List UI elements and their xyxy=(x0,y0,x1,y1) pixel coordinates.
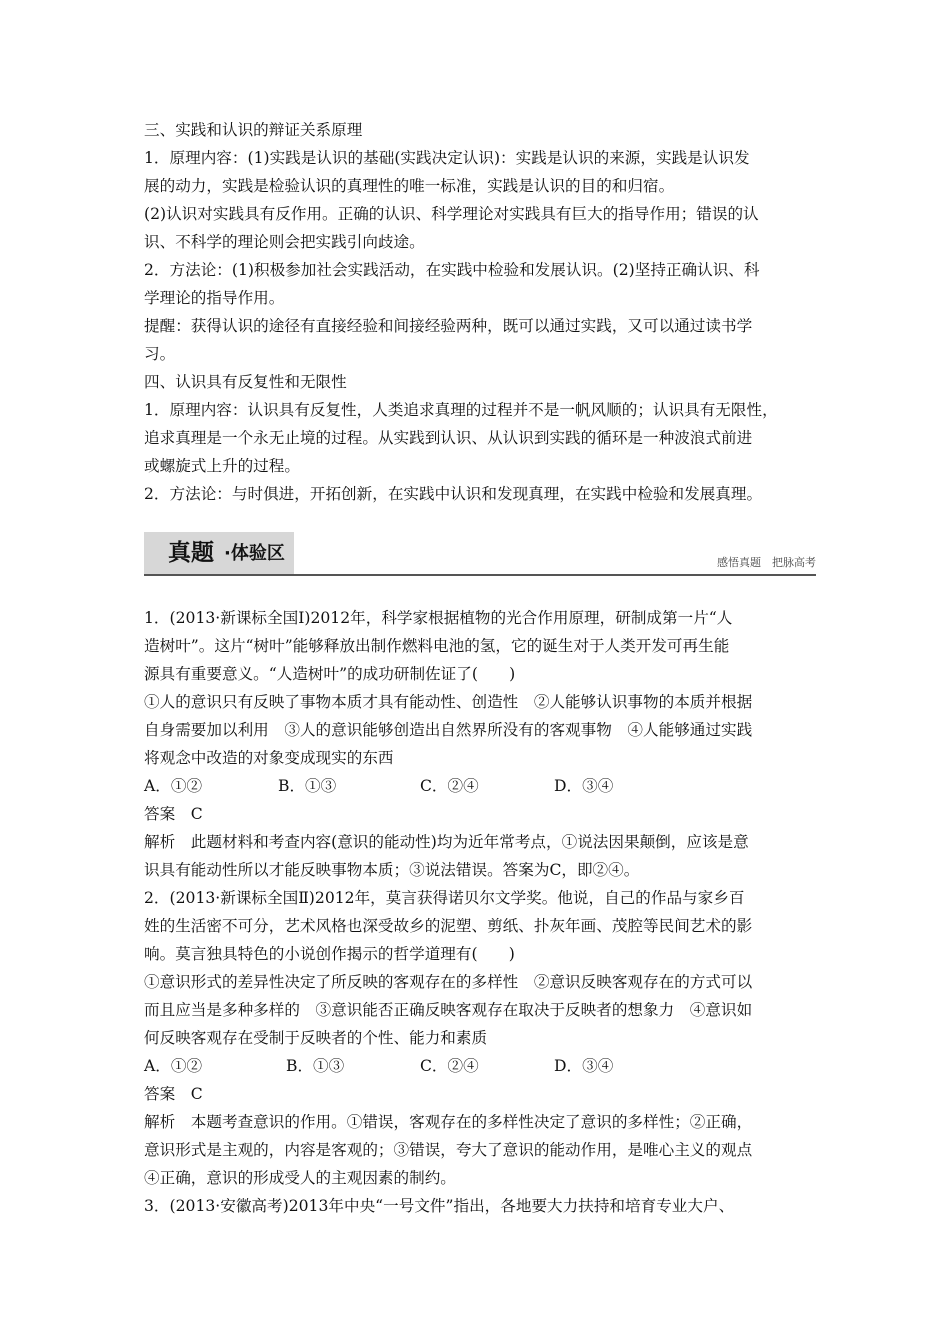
option-d: D．③④ xyxy=(554,1057,614,1075)
answer-line: 答案 C xyxy=(144,805,203,823)
text-line: 提醒：获得认识的途径有直接经验和间接经验两种，既可以通过实践，又可以通过读书学 xyxy=(144,317,753,335)
question-line: 2．(2013·新课标全国Ⅱ)2012年，莫言获得诺贝尔文学奖。他说，自己的作品与家乡百 xyxy=(144,889,745,907)
answer-options xyxy=(144,772,816,800)
analysis-line: ④正确，意识的形成受人的主观因素的制约。 xyxy=(144,1169,456,1187)
banner-title: 真题 xyxy=(168,540,214,566)
question-line: 将观念中改造的对象变成现实的东西 xyxy=(144,749,394,767)
text-line: 展的动力，实践是检验认识的真理性的唯一标准，实践是认识的目的和归宿。 xyxy=(144,177,675,195)
option-a: A．①② xyxy=(144,1057,203,1075)
section-banner xyxy=(144,532,816,576)
text-line: 习。 xyxy=(144,345,176,363)
question-line: 何反映客观存在受制于反映者的个性、能力和素质 xyxy=(144,1029,488,1047)
question-line: 响。莫言独具特色的小说创作揭示的哲学道理有( ) xyxy=(144,945,515,963)
section-heading: 四、认识具有反复性和无限性 xyxy=(144,373,347,391)
analysis-line: 意识形式是主观的，内容是客观的；③错误，夸大了意识的能动作用，是唯心主义的观点 xyxy=(144,1141,753,1159)
analysis-line: 识具有能动性所以才能反映事物本质；③说法错误。答案为C，即②④。 xyxy=(144,861,640,879)
question-line: 姓的生活密不可分，艺术风格也深受故乡的泥塑、剪纸、扑灰年画、茂腔等民间艺术的影 xyxy=(144,917,753,935)
question-line: 源具有重要意义。“人造树叶”的成功研制佐证了( ) xyxy=(144,665,516,683)
text-line: (2)认识对实践具有反作用。正确的认识、科学理论对实践具有巨大的指导作用；错误的认 xyxy=(144,205,759,223)
analysis-line: 解析 此题材料和考查内容(意识的能动性)均为近年常考点，①说法因果颠倒，应该是意 xyxy=(144,833,749,851)
text-line: 2．方法论：(1)积极参加社会实践活动，在实践中检验和发展认识。(2)坚持正确认识、科 xyxy=(144,261,760,279)
text-line: 1．原理内容：认识具有反复性，人类追求真理的过程并不是一帆风顺的；认识具有无限性， xyxy=(144,401,778,419)
principles-section xyxy=(144,116,816,508)
question-line: ①意识形式的差异性决定了所反映的客观存在的多样性 ②意识反映客观存在的方式可以 xyxy=(144,973,753,991)
text-line: 或螺旋式上升的过程。 xyxy=(144,457,300,475)
question-line: 自身需要加以利用 ③人的意识能够创造出自然界所没有的客观事物 ④人能够通过实践 xyxy=(144,721,753,739)
banner-tagline: 感悟真题 把脉高考 xyxy=(717,556,816,569)
question-line: 1．(2013·新课标全国Ⅰ)2012年，科学家根据植物的光合作用原理，研制成第一片“人 xyxy=(144,609,733,627)
option-a: A．①② xyxy=(144,777,203,795)
question-line: 而且应当是多种多样的 ③意识能否正确反映客观存在取决于反映者的想象力 ④意识如 xyxy=(144,1001,753,1019)
section-heading: 三、实践和认识的辩证关系原理 xyxy=(144,121,363,139)
question-line: ①人的意识只有反映了事物本质才具有能动性、创造性 ②人能够认识事物的本质并根据 xyxy=(144,693,753,711)
option-b: B．①③ xyxy=(286,1057,345,1075)
banner-divider xyxy=(144,574,816,576)
option-c: C．②④ xyxy=(420,1057,479,1075)
analysis-line: 解析 本题考查意识的作用。①错误，客观存在的多样性决定了意识的多样性；②正确， xyxy=(144,1113,753,1131)
text-line: 识、不科学的理论则会把实践引向歧途。 xyxy=(144,233,425,251)
text-line: 1．原理内容：(1)实践是认识的基础(实践决定认识)：实践是认识的来源，实践是认识发 xyxy=(144,149,750,167)
question-line: 3．(2013·安徽高考)2013年中央“一号文件”指出，各地要大力扶持和培育专业大户、 xyxy=(144,1197,735,1215)
answer-line: 答案 C xyxy=(144,1085,203,1103)
option-b: B．①③ xyxy=(278,777,337,795)
banner-subtitle: ·体验区 xyxy=(224,543,285,564)
answer-options xyxy=(144,1052,816,1080)
question-line: 造树叶”。这片“树叶”能够释放出制作燃料电池的氢，它的诞生对于人类开发可再生能 xyxy=(144,637,730,655)
option-c: C．②④ xyxy=(420,777,479,795)
text-line: 2．方法论：与时俱进，开拓创新，在实践中认识和发现真理，在实践中检验和发展真理。 xyxy=(144,485,763,503)
option-d: D．③④ xyxy=(554,777,614,795)
text-line: 追求真理是一个永无止境的过程。从实践到认识、从认识到实践的循环是一种波浪式前进 xyxy=(144,429,753,447)
questions-section xyxy=(144,604,816,1220)
text-line: 学理论的指导作用。 xyxy=(144,289,285,307)
